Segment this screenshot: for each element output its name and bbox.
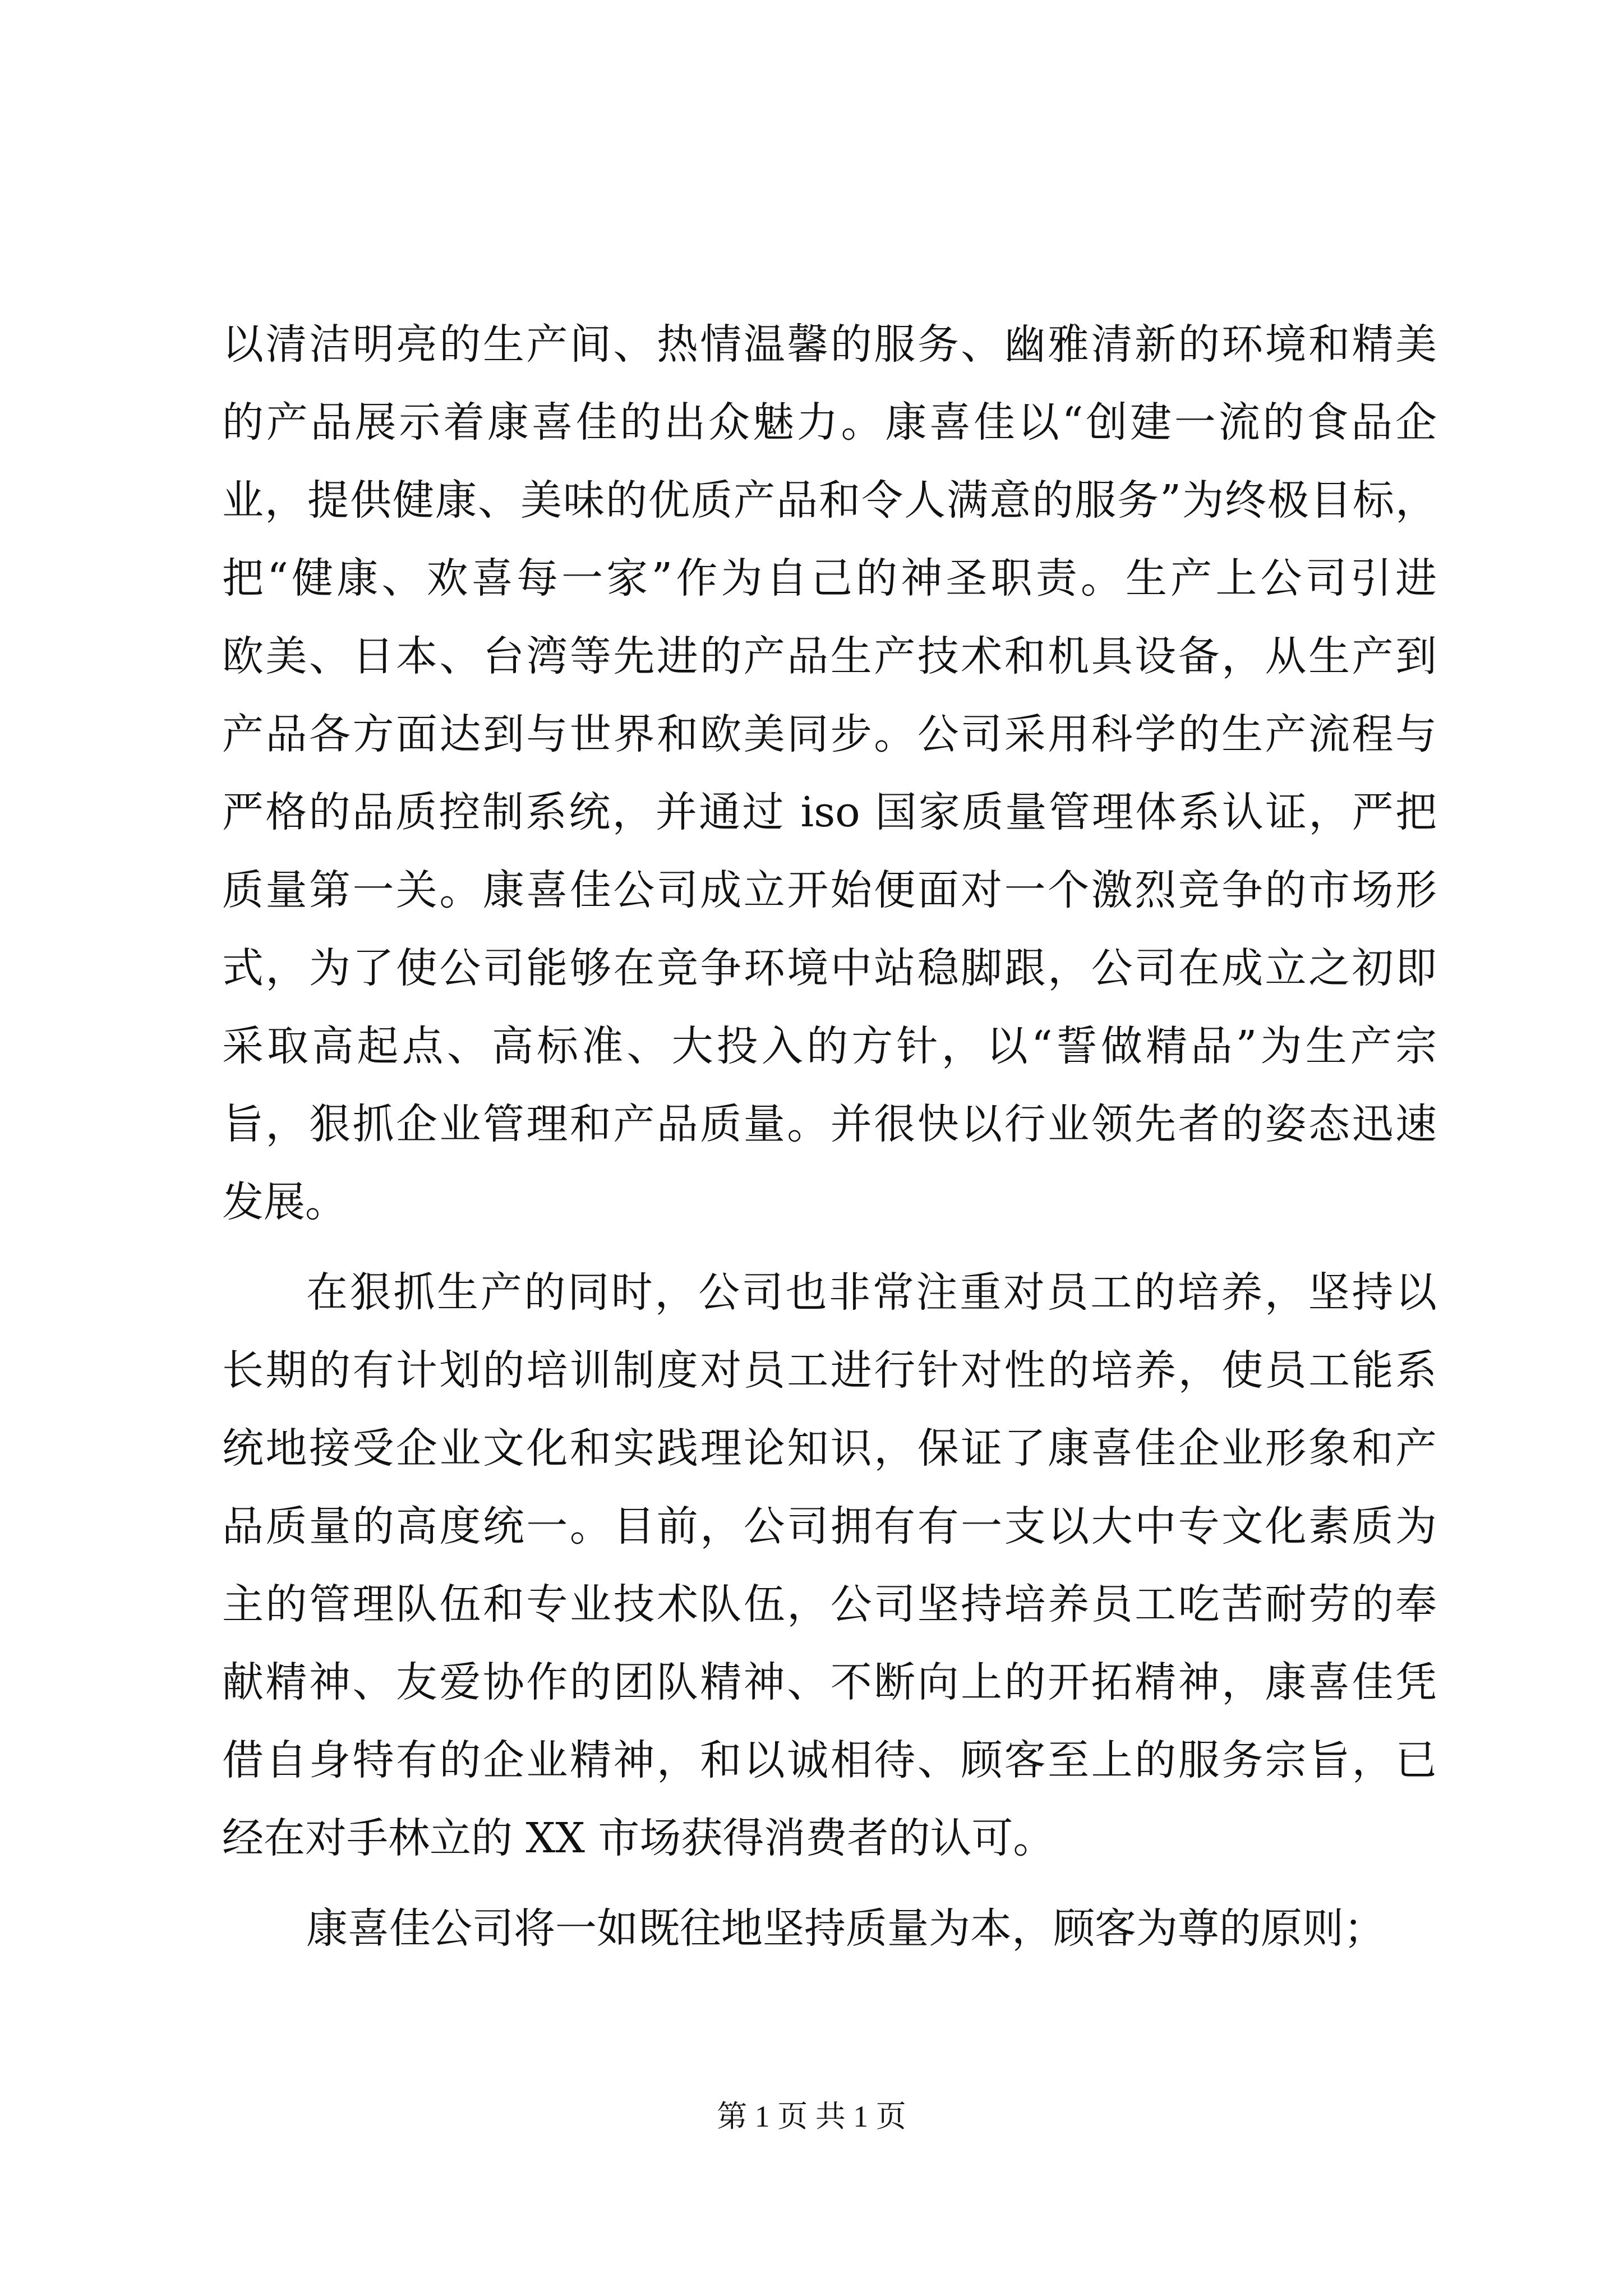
paragraph-2: [222, 1254, 1437, 1878]
paragraph-spacer: [222, 1241, 1437, 1254]
page-number-label: 第 1 页 共 1 页: [717, 2100, 906, 2133]
text-line: 把“健康、欢喜每一家”作为自己的神圣职责。生产上公司引进: [222, 554, 1437, 602]
text-line: 品质量的高度统一。目前，公司拥有有一支以大中专文化素质为: [222, 1502, 1437, 1550]
text-line: 献精神、友爱协作的团队精神、不断向上的开拓精神，康喜佳凭: [222, 1658, 1437, 1706]
text-line: 严格的品质控制系统，并通过 iso 国家质量管理体系认证，严把: [222, 788, 1437, 836]
text-line: 式，为了使公司能够在竞争环境中站稳脚跟，公司在成立之初即: [222, 944, 1437, 992]
text-line: 长期的有计划的培训制度对员工进行针对性的培养，使员工能系: [222, 1346, 1437, 1395]
text-line: 康喜佳公司将一如既往地坚持质量为本，顾客为尊的原则；: [306, 1904, 1385, 1953]
text-line: 统地接受企业文化和实践理论知识，保证了康喜佳企业形象和产: [222, 1424, 1437, 1473]
text-line: 旨，狠抓企业管理和产品质量。并很快以行业领先者的姿态迅速: [222, 1100, 1437, 1148]
text-line: 经在对手林立的 XX 市场获得消费者的认可。: [222, 1814, 1055, 1862]
text-line: 业，提供健康、美味的优质产品和令人满意的服务”为终极目标，: [222, 476, 1437, 524]
text-line: 的产品展示着康喜佳的出众魅力。康喜佳以“创建一流的食品企: [222, 398, 1437, 447]
page-footer: [0, 2097, 1623, 2136]
text-line: 主的管理队伍和专业技术队伍，公司坚持培养员工吃苦耐劳的奉: [222, 1580, 1437, 1628]
text-line: 产品各方面达到与世界和欧美同步。公司采用科学的生产流程与: [222, 710, 1437, 758]
document-body: [222, 306, 1437, 1968]
text-line: 采取高起点、高标准、大投入的方针，以“誓做精品”为生产宗: [222, 1022, 1437, 1070]
text-line: 欧美、日本、台湾等先进的产品生产技术和机具设备，从生产到: [222, 632, 1437, 680]
text-line: 质量第一关。康喜佳公司成立开始便面对一个激烈竞争的市场形: [222, 866, 1437, 914]
text-line: 发展。: [222, 1178, 347, 1226]
text-line: 以清洁明亮的生产间、热情温馨的服务、幽雅清新的环境和精美: [222, 320, 1437, 369]
paragraph-1: [222, 306, 1437, 1241]
paragraph-spacer: [222, 1878, 1437, 1890]
paragraph-3: [222, 1890, 1437, 1968]
text-line: 在狠抓生产的同时，公司也非常注重对员工的培养，坚持以: [306, 1268, 1437, 1317]
text-line: 借自身特有的企业精神，和以诚相待、顾客至上的服务宗旨，已: [222, 1736, 1437, 1784]
